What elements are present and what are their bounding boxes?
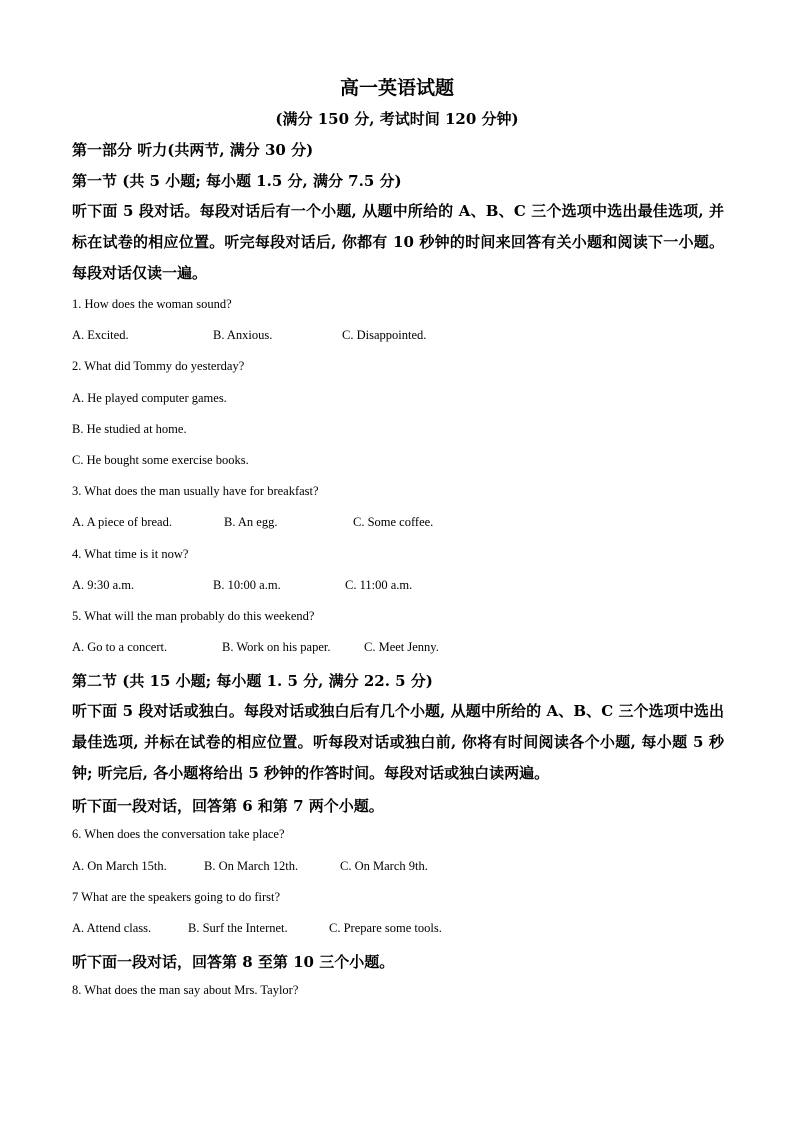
page-title: 高一英语试题 bbox=[339, 77, 454, 99]
part1-heading: 第一部分 听力(共两节, 满分 30 分) bbox=[72, 141, 314, 159]
question-7: 7 What are the speakers going to do first? bbox=[72, 890, 281, 904]
q7-option-b: B. Surf the Internet. bbox=[188, 921, 288, 935]
question-4: 4. What time is it now? bbox=[72, 547, 189, 561]
q5-option-c: C. Meet Jenny. bbox=[364, 640, 439, 654]
q7-option-a: A. Attend class. bbox=[72, 921, 152, 935]
dialog2-heading: 听下面一段对话，回答第 8 至第 10 三个小题。 bbox=[72, 953, 395, 971]
q4-option-c: C. 11:00 a.m. bbox=[345, 578, 413, 592]
q3-option-b: B. An egg. bbox=[224, 515, 278, 529]
section1-heading: 第一节 (共 5 小题; 每小题 1.5 分, 满分 7.5 分) bbox=[72, 172, 402, 190]
q6-option-a: A. On March 15th. bbox=[72, 859, 167, 873]
question-5: 5. What will the man probably do this weekend? bbox=[72, 609, 315, 623]
q6-option-c: C. On March 9th. bbox=[340, 859, 428, 873]
question-6: 6. When does the conversation take place? bbox=[72, 827, 285, 841]
section2-instructions: 听下面 5 段对话或独白。每段对话或独白后有几个小题, 从题中所给的 A、B、C 三个选项中选出最佳选项, 并标在试卷的相应位置。听每段对话或独白前, 你将有时间阅读各个小题, 每小题 5 秒钟; 听完后, 各小题将给出 5 秒钟的作答时间。每段对话或独白读两遍。 bbox=[72, 702, 724, 782]
q6-option-b: B. On March 12th. bbox=[204, 859, 299, 873]
dialog1-heading: 听下面一段对话，回答第 6 和第 7 两个小题。 bbox=[72, 797, 384, 815]
question-8: 8. What does the man say about Mrs. Taylor? bbox=[72, 983, 299, 997]
question-3: 3. What does the man usually have for breakfast? bbox=[72, 484, 319, 498]
q3-option-a: A. A piece of bread. bbox=[72, 515, 172, 529]
section2-heading: 第二节 (共 15 小题; 每小题 1. 5 分, 满分 22. 5 分) bbox=[72, 672, 433, 690]
q2-option-b: B. He studied at home. bbox=[72, 422, 187, 436]
question-1: 1. How does the woman sound? bbox=[72, 297, 232, 311]
question-2: 2. What did Tommy do yesterday? bbox=[72, 359, 245, 373]
q5-option-b: B. Work on his paper. bbox=[222, 640, 331, 654]
q3-option-c: C. Some coffee. bbox=[353, 515, 434, 529]
q2-option-a: A. He played computer games. bbox=[72, 391, 227, 405]
q7-option-c: C. Prepare some tools. bbox=[329, 921, 442, 935]
q4-option-b: B. 10:00 a.m. bbox=[213, 578, 281, 592]
q2-option-c: C. He bought some exercise books. bbox=[72, 453, 249, 467]
q5-option-a: A. Go to a concert. bbox=[72, 640, 168, 654]
exam-info: (满分 150 分, 考试时间 120 分钟) bbox=[275, 110, 519, 128]
q1-option-a: A. Excited. bbox=[72, 328, 129, 342]
section1-instructions: 听下面 5 段对话。每段对话后有一个小题, 从题中所给的 A、B、C 三个选项中选出最佳选项, 并标在试卷的相应位置。听完每段对话后, 你都有 10 秒钟的时间来回答有关小题和阅读下一小题。每段对话仅读一遍。 bbox=[72, 202, 724, 282]
q1-option-c: C. Disappointed. bbox=[342, 328, 427, 342]
q4-option-a: A. 9:30 a.m. bbox=[72, 578, 135, 592]
q1-option-b: B. Anxious. bbox=[213, 328, 273, 342]
